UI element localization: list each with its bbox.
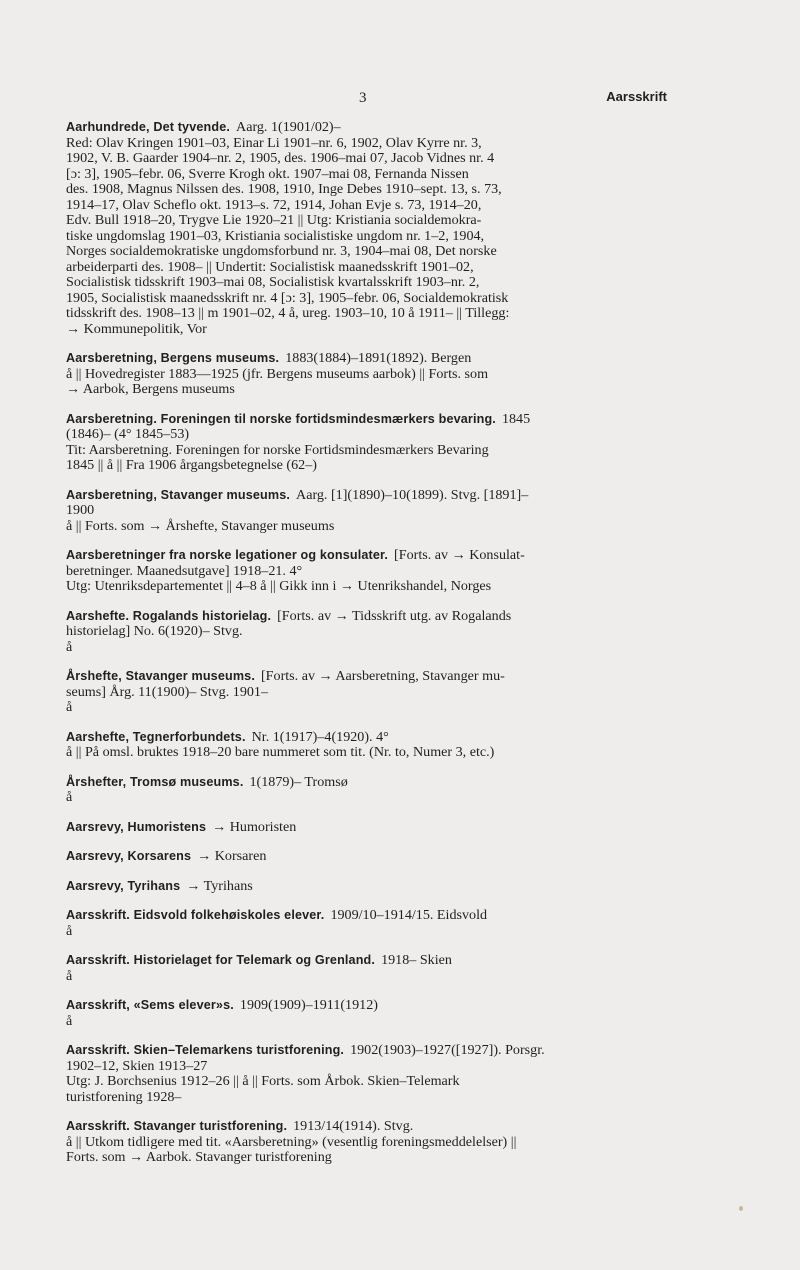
entry-title: Aarsskrift. Eidsvold folkehøiskoles elever. — [66, 908, 325, 922]
entry-text-line: seums] Årg. 11(1900)– Stvg. 1901– — [66, 683, 269, 700]
entry-text: 1918– Skien — [381, 952, 452, 968]
entry-text: 1883(1884)–1891(1892). Bergen — [285, 350, 472, 366]
entry-text-line: å — [66, 1012, 73, 1029]
entry-text: [Forts. av → Tidsskrift utg. av Rogalands — [277, 607, 512, 624]
catalog-entry — [66, 669, 656, 716]
catalog-entry — [66, 775, 656, 806]
entry-text-line: å — [66, 699, 73, 715]
catalog-entry — [66, 998, 656, 1029]
entry-text-line: arbeiderparti des. 1908– || Undertit: Socialistisk maanedsskrift 1901–02, — [66, 258, 474, 275]
entry-text-line: tiske ungdomslag 1901–03, Kristiania socialistiske ungdom nr. 1–2, 1904, — [66, 227, 485, 244]
catalog-entry — [66, 120, 656, 337]
running-head: Aarsskrift — [606, 89, 667, 104]
entry-text-line: Forts. som → Aarbok. Stavanger turistforening — [66, 1149, 332, 1165]
entry-text-line: tidsskrift des. 1908–13 || m 1901–02, 4 å, ureg. 1903–10, 10 å 1911– || Tillegg: — [66, 305, 510, 321]
entry-text-line: å — [66, 922, 73, 939]
entry-text: Aarg. [1](1890)–10(1899). Stvg. [1891]– — [296, 486, 529, 503]
entry-title: Aarsskrift. Skien–Telemarkens turistforening. — [66, 1043, 345, 1057]
entry-text-line: 1905, Socialistisk maanedsskrift nr. 4 [ɔ: 3], 1905–febr. 06, Socialdemokratisk — [66, 289, 509, 306]
catalog-entry — [66, 351, 656, 398]
entry-text: Nr. 1(1917)–4(1920). 4° — [251, 728, 389, 745]
entry-text-line: Socialistisk tidsskrift 1903–mai 08, Socialistisk kvartalsskrift 1903–nr. 2, — [66, 274, 480, 290]
entry-text: [Forts. av → Konsulat- — [394, 547, 525, 563]
entry-title: Aarhundrede, Det tyvende. — [66, 120, 231, 134]
entry-title: Aarsberetning. Foreningen til norske fortidsmindesmærkers bevaring. — [66, 411, 496, 426]
catalog-entry — [66, 908, 656, 939]
entry-text-line: å || Hovedregister 1883—1925 (jfr. Bergens museums aarbok) || Forts. som — [66, 365, 489, 382]
entry-title: Årshefte, Stavanger museums. — [66, 669, 255, 683]
page-number: 3 — [359, 90, 367, 106]
entry-text-line: å || Forts. som → Årshefte, Stavanger museums — [66, 517, 335, 534]
entry-text-line: 1902, V. B. Gaarder 1904–nr. 2, 1905, des. 1906–mai 07, Jacob Vidnes nr. 4 — [66, 150, 495, 166]
entry-title: Aarsrevy, Korsarens — [66, 849, 192, 863]
entry-text-line: → Aarbok, Bergens museums — [66, 381, 235, 397]
catalog-entry — [66, 849, 656, 865]
entry-text-line: → Kommunepolitik, Vor — [66, 320, 207, 337]
entry-text-line: (1846)– (4° 1845–53) — [66, 426, 190, 442]
entry-text: Aarg. 1(1901/02)– — [236, 119, 341, 135]
entry-title: Årshefter, Tromsø museums. — [66, 774, 244, 789]
catalog-entry — [66, 1119, 656, 1166]
catalog-entry — [66, 548, 656, 595]
entry-title: Aarshefte, Tegnerforbundets. — [66, 729, 246, 744]
paper-speck — [739, 1206, 743, 1211]
catalog-entry — [66, 609, 656, 656]
entry-text: 1902(1903)–1927([1927]). Porsgr. — [350, 1042, 545, 1058]
entry-text-line: beretninger. Maanedsutgave] 1918–21. 4° — [66, 562, 303, 579]
entry-text: 1909/10–1914/15. Eidsvold — [330, 907, 488, 923]
entry-text: 1909(1909)–1911(1912) — [239, 997, 378, 1013]
entry-title: Aarsberetninger fra norske legationer og konsulater. — [66, 548, 389, 562]
entry-title: Aarsskrift. Historielaget for Telemark og Grenland. — [66, 953, 376, 967]
entry-title: Aarsrevy, Tyrihans — [66, 878, 181, 893]
catalog-entry — [66, 488, 656, 535]
entry-text-line: Utg: J. Borchsenius 1912–26 || å || Forts. som Årbok. Skien–Telemark — [66, 1073, 460, 1089]
catalog-entry — [66, 820, 656, 836]
entry-text-line: Edv. Bull 1918–20, Trygve Lie 1920–21 || Utg: Kristiania socialdemokra- — [66, 212, 482, 228]
entry-text: [Forts. av → Aarsberetning, Stavanger mu- — [260, 668, 505, 684]
catalog-entry — [66, 879, 656, 895]
entry-text: 1(1879)– Tromsø — [249, 773, 348, 790]
entry-title: Aarshefte. Rogalands historielag. — [66, 608, 272, 623]
entry-text-line: Tit: Aarsberetning. Foreningen for norske Fortidsmindesmærkers Bevaring — [66, 441, 489, 458]
entry-text-line: å || På omsl. bruktes 1918–20 bare nummeret som tit. (Nr. to, Numer 3, etc.) — [66, 744, 495, 760]
catalog-entry — [66, 953, 656, 984]
entry-text-line: å — [66, 638, 73, 655]
entry-text-line: å || Utkom tidligere med tit. «Aarsberetning» (vesentlig foreningsmeddelelser) || — [66, 1133, 517, 1150]
entry-text: 1913/14(1914). Stvg. — [293, 1118, 414, 1134]
entry-text-line: Red: Olav Kringen 1901–03, Einar Li 1901–nr. 6, 1902, Olav Kyrre nr. 3, — [66, 134, 482, 151]
entry-text-line: å — [66, 967, 73, 984]
entry-text-line: Norges socialdemokratiske ungdomsforbund nr. 3, 1904–mai 08, Det norske — [66, 243, 497, 259]
entry-text-line: historielag] No. 6(1920)– Stvg. — [66, 623, 243, 639]
entry-title: Aarsskrift. Stavanger turistforening. — [66, 1119, 288, 1133]
entry-text-line: 1914–17, Olav Scheflo okt. 1913–s. 72, 1914, Johan Evje s. 73, 1914–20, — [66, 196, 482, 213]
entry-text-line: des. 1908, Magnus Nilssen des. 1908, 1910, Inge Debes 1910–sept. 13, s. 73, — [66, 181, 502, 197]
entry-text-line: å — [66, 789, 73, 805]
entry-text-line: 1902–12, Skien 1913–27 — [66, 1057, 208, 1074]
catalog-entry — [66, 412, 656, 474]
entry-text: → Tyrihans — [186, 877, 253, 894]
entry-title: Aarsberetning, Bergens museums. — [66, 351, 280, 365]
entry-text-line: 1900 — [66, 502, 95, 518]
entry-title: Aarsberetning, Stavanger museums. — [66, 487, 291, 502]
entry-text: → Korsaren — [197, 848, 267, 864]
entry-text-line: Utg: Utenriksdepartementet || 4–8 å || Gikk inn i → Utenrikshandel, Norges — [66, 578, 492, 594]
catalog-entry — [66, 730, 656, 761]
entry-text: → Humoristen — [212, 818, 297, 835]
entry-text-line: 1845 || å || Fra 1906 årgangsbetegnelse (62–) — [66, 457, 317, 473]
entry-text-line: [ɔ: 3], 1905–febr. 06, Sverre Krogh okt. 1907–mai 08, Fernanda Nissen — [66, 165, 469, 182]
catalog-entry — [66, 1043, 656, 1105]
entry-list — [66, 120, 656, 1180]
entry-title: Aarsskrift, «Sems elever»s. — [66, 998, 234, 1012]
entry-text-line: turistforening 1928– — [66, 1088, 182, 1105]
entry-title: Aarsrevy, Humoristens — [66, 819, 207, 834]
entry-text: 1845 — [501, 410, 531, 427]
